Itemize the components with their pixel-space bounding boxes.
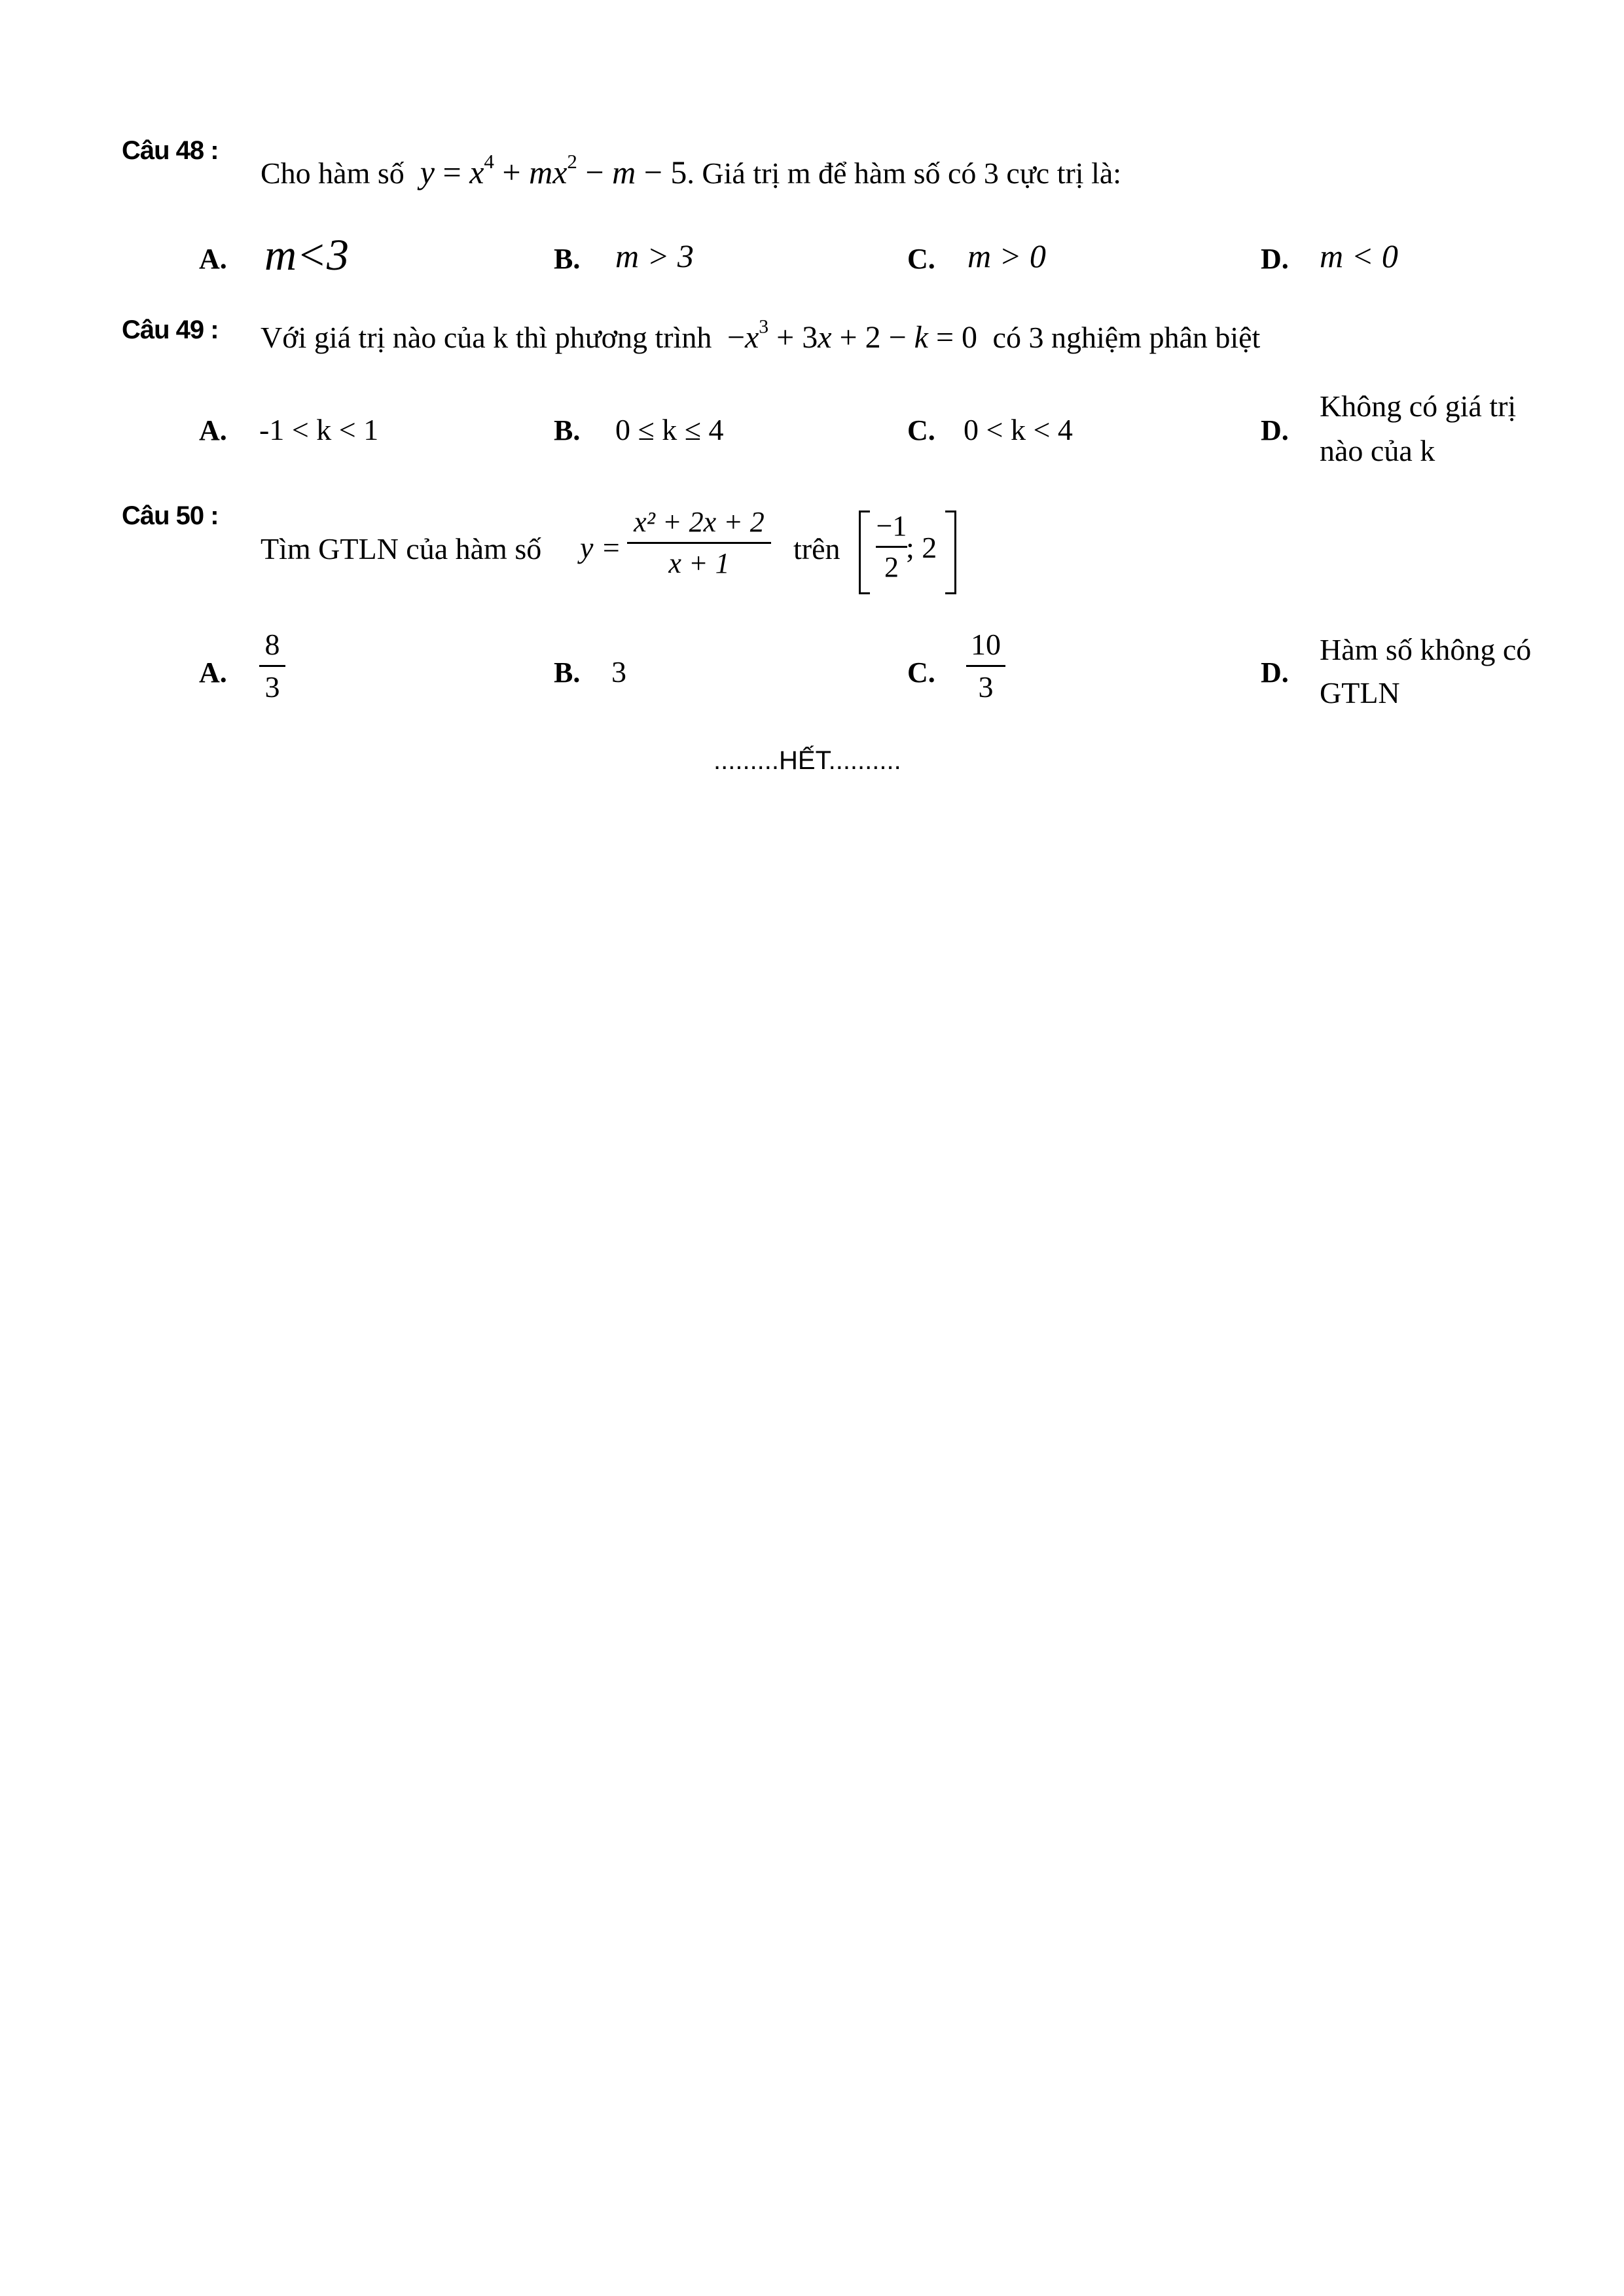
interval-rest: ; 2 <box>906 531 937 564</box>
question-50-option-a-letter: A. <box>199 656 227 689</box>
question-50-option-c-value[interactable] <box>966 630 1005 702</box>
question-48-option-b-value[interactable]: m > 3 <box>615 238 694 274</box>
question-48-option-a-value[interactable]: m<3 <box>264 230 349 279</box>
question-49-suffix: có 3 nghiệm phân biệt <box>992 321 1261 354</box>
option-a-numerator: 8 <box>264 628 280 661</box>
option-a-denominator: 3 <box>264 670 280 704</box>
question-50-mid-text: trên <box>793 532 840 565</box>
question-50-option-b-value[interactable]: 3 <box>611 655 626 689</box>
question-50-fraction <box>627 508 771 578</box>
question-49-option-c-value[interactable]: 0 < k < 4 <box>964 413 1073 446</box>
question-49-option-d-line1[interactable]: Không có giá trị <box>1320 389 1517 423</box>
question-49-option-d-line2[interactable]: nào của k <box>1320 434 1435 467</box>
question-50-option-d-letter: D. <box>1261 656 1289 689</box>
question-50-option-c-letter: C. <box>907 656 935 689</box>
question-49-label: Câu 49 : <box>122 315 219 344</box>
question-49-option-c-letter: C. <box>907 414 935 446</box>
question-50-option-a-value[interactable] <box>259 630 285 702</box>
option-c-fraction-bar <box>966 665 1005 667</box>
question-50-label: Câu 50 : <box>122 501 219 530</box>
option-c-denominator: 3 <box>978 670 994 704</box>
question-50-prefix: Tìm GTLN của hàm số <box>261 532 542 565</box>
question-49-option-a-letter: A. <box>199 414 227 446</box>
interval-left-bracket <box>859 511 870 594</box>
question-49-text <box>261 315 1261 355</box>
question-48-formula: $y = x^4 + mx^2 - m - 5$ <box>420 149 687 190</box>
question-50-option-d-line1[interactable]: Hàm số không có <box>1320 633 1532 666</box>
question-49-option-b-value[interactable]: 0 ≤ k ≤ 4 <box>615 413 724 446</box>
interval-fraction <box>876 512 907 582</box>
question-48-suffix: . Giá trị m để hàm số có 3 cực trị là: <box>687 156 1122 190</box>
question-50-option-d-line2[interactable]: GTLN <box>1320 676 1400 709</box>
question-49-option-b-letter: B. <box>554 414 581 446</box>
question-49-option-d-letter: D. <box>1261 414 1289 446</box>
question-48-prefix: Cho hàm số <box>261 156 405 190</box>
interval-fraction-bar <box>876 546 907 548</box>
interval-fraction-denominator: 2 <box>884 551 899 583</box>
option-a-fraction-bar <box>259 665 285 667</box>
option-c-numerator: 10 <box>971 628 1001 661</box>
question-48-option-c-letter: C. <box>907 243 935 275</box>
question-48-option-b-letter: B. <box>554 243 581 275</box>
question-50-fraction-bar <box>627 542 771 544</box>
end-marker: .........HẾT.......... <box>713 746 901 775</box>
question-50-fraction-denominator: x + 1 <box>668 547 730 579</box>
interval-fraction-numerator: −1 <box>876 510 907 542</box>
question-48-option-d-value[interactable]: m < 0 <box>1320 238 1398 274</box>
question-48-option-d-letter: D. <box>1261 243 1289 275</box>
question-49-option-a-value[interactable]: -1 < k < 1 <box>259 413 379 446</box>
question-49-prefix: Với giá trị nào của k thì phương trình <box>261 321 712 354</box>
question-48-option-a-letter: A. <box>199 243 227 275</box>
question-50-fraction-numerator: x² + 2x + 2 <box>634 506 765 538</box>
question-49-formula: $-x^3 + 3x + 2 - k = 0$ <box>719 315 986 355</box>
question-48-label: Câu 48 : <box>122 136 219 165</box>
question-48-option-c-value[interactable]: m > 0 <box>967 238 1046 274</box>
question-48-text <box>261 149 1122 191</box>
question-50-lhs: y = <box>580 531 621 564</box>
question-50-option-b-letter: B. <box>554 656 581 689</box>
interval-right-bracket <box>945 511 956 594</box>
